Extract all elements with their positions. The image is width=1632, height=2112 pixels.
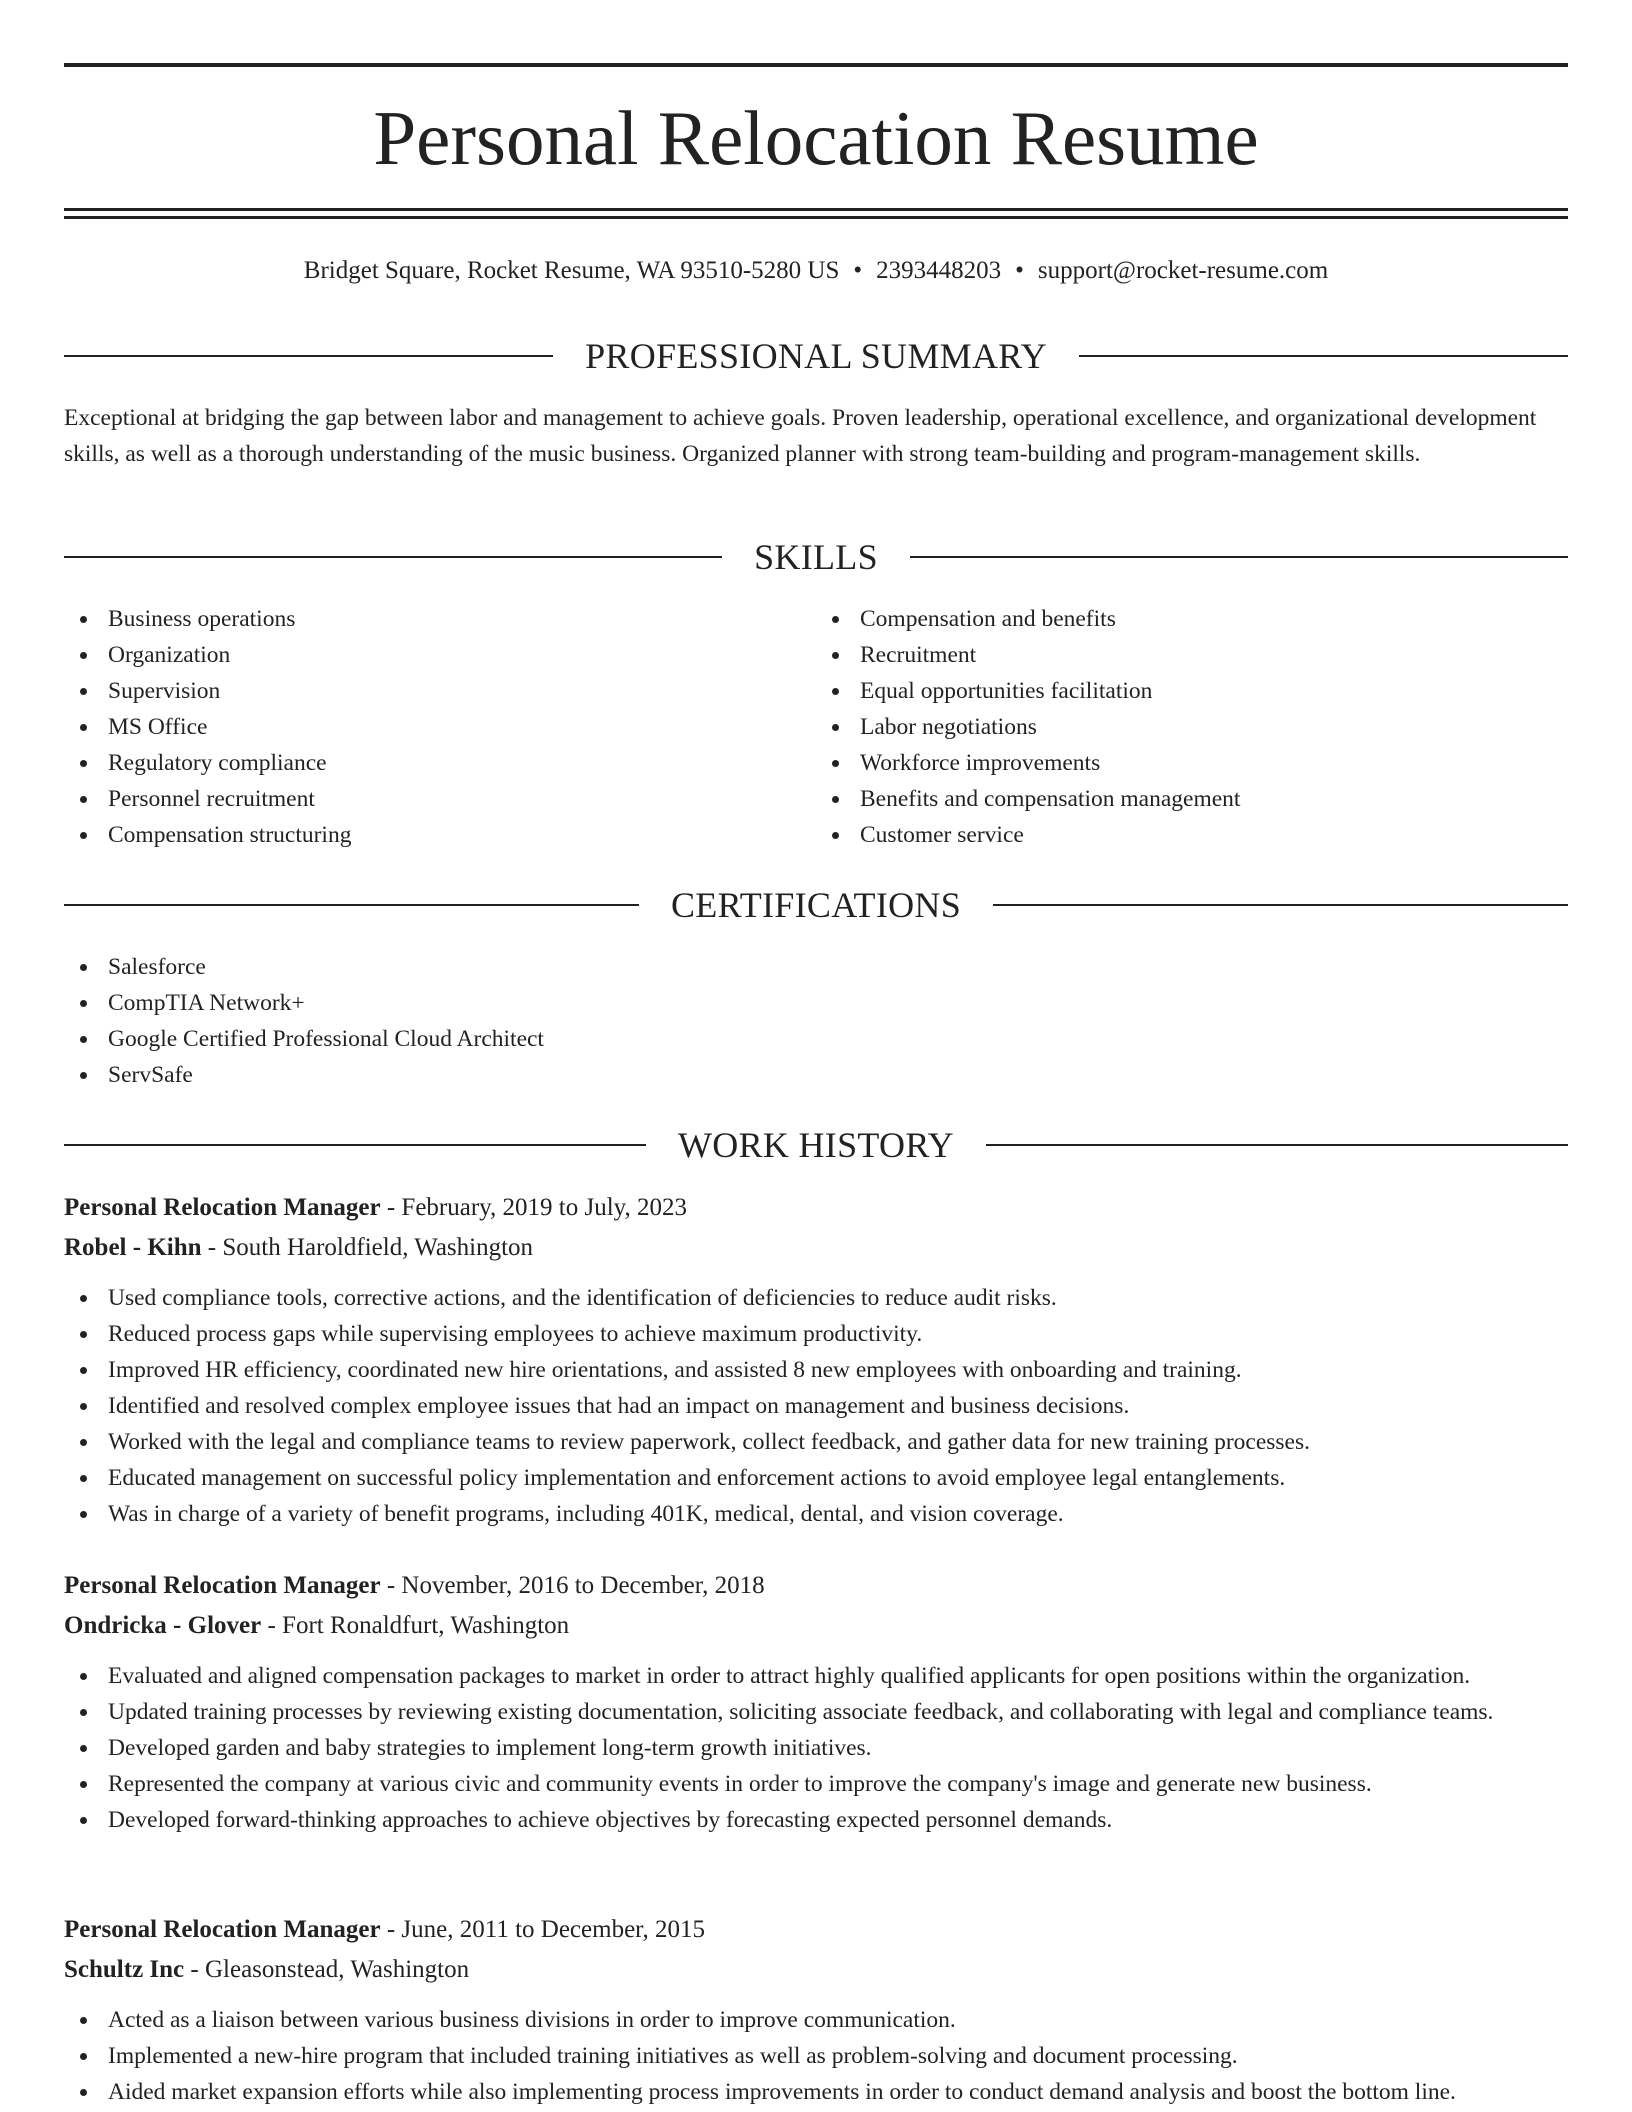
heading-rule	[986, 1144, 1568, 1146]
section-heading-certifications	[64, 883, 1568, 927]
job-bullet: Used compliance tools, corrective actions, and the identification of deficiencies to reduce audit risks.	[64, 1280, 1568, 1316]
top-rule	[64, 63, 1568, 67]
job-bullet-list	[64, 1658, 1568, 1838]
section-title: SKILLS	[754, 537, 878, 577]
section-title: PROFESSIONAL SUMMARY	[585, 336, 1047, 376]
certifications-list	[64, 949, 1568, 1093]
title-rule-upper	[64, 208, 1568, 211]
contact-phone: 2393448203	[876, 257, 1002, 284]
job-company: Ondricka - Glover	[64, 1612, 262, 1639]
section-title: WORK HISTORY	[678, 1125, 954, 1165]
job-bullet: Developed garden and baby strategies to implement long-term growth initiatives.	[64, 1730, 1568, 1766]
section-heading-summary	[64, 334, 1568, 378]
job-title-line	[64, 1910, 1568, 1950]
skills-list-left	[64, 601, 816, 853]
job-bullet: Was in charge of a variety of benefit programs, including 401K, medical, dental, and vision coverage.	[64, 1496, 1568, 1532]
skill-item: Supervision	[64, 673, 816, 709]
heading-rule	[993, 904, 1568, 906]
job-dates: - November, 2016 to December, 2018	[380, 1572, 765, 1599]
job-title-line	[64, 1566, 1568, 1606]
job-company-line	[64, 1950, 1568, 1990]
job-company-line	[64, 1228, 1568, 1268]
resume-title: Personal Relocation Resume	[373, 95, 1259, 181]
section-title: CERTIFICATIONS	[670, 885, 962, 925]
job-title: Personal Relocation Manager	[64, 1916, 381, 1943]
skills-list-right	[816, 601, 1568, 853]
job-company: Schultz Inc	[64, 1956, 185, 1983]
certification-item: ServSafe	[64, 1057, 1568, 1093]
skill-item: Business operations	[64, 601, 816, 637]
job-bullet: Evaluated and aligned compensation packages to market in order to attract highly qualified applicants for open positions within the organization.	[64, 1658, 1568, 1694]
skills-columns	[64, 601, 1568, 853]
job-company: Robel - Kihn	[64, 1234, 202, 1261]
job-location: - Fort Ronaldfurt, Washington	[261, 1612, 570, 1639]
skill-item: Organization	[64, 637, 816, 673]
job-location: - Gleasonstead, Washington	[184, 1956, 470, 1983]
contact-separator: •	[853, 257, 863, 284]
job-entry	[64, 1566, 1568, 1838]
job-bullet-list	[64, 1280, 1568, 1532]
job-bullet: Acted as a liaison between various business divisions in order to improve communication.	[64, 2002, 1568, 2038]
heading-rule	[64, 556, 722, 558]
contact-address: Bridget Square, Rocket Resume, WA 93510-5280 US	[303, 257, 840, 284]
job-dates: - February, 2019 to July, 2023	[380, 1194, 688, 1221]
job-bullet: Improved HR efficiency, coordinated new hire orientations, and assisted 8 new employees with onboarding and training.	[64, 1352, 1568, 1388]
job-dates: - June, 2011 to December, 2015	[380, 1916, 705, 1943]
job-bullet: Developed forward-thinking approaches to achieve objectives by forecasting expected personnel demands.	[64, 1802, 1568, 1838]
job-bullet: Represented the company at various civic and community events in order to improve the company's image and generate new business.	[64, 1766, 1568, 1802]
skill-item: Regulatory compliance	[64, 745, 816, 781]
job-bullet: Worked with the legal and compliance teams to review paperwork, collect feedback, and gather data for new training processes.	[64, 1424, 1568, 1460]
heading-rule	[910, 556, 1568, 558]
skill-item: Equal opportunities facilitation	[816, 673, 1568, 709]
certification-item: Salesforce	[64, 949, 1568, 985]
section-heading-work-history	[64, 1123, 1568, 1167]
skill-item: Recruitment	[816, 637, 1568, 673]
job-bullet: Identified and resolved complex employee issues that had an impact on management and business decisions.	[64, 1388, 1568, 1424]
job-bullet: Reduced process gaps while supervising employees to achieve maximum productivity.	[64, 1316, 1568, 1352]
skill-item: MS Office	[64, 709, 816, 745]
certification-item: CompTIA Network+	[64, 985, 1568, 1021]
job-company-line	[64, 1606, 1568, 1646]
heading-rule	[64, 904, 639, 906]
skill-item: Compensation structuring	[64, 817, 816, 853]
summary-text: Exceptional at bridging the gap between labor and management to achieve goals. Proven leadership, operational excellence, and organizational development skills, as well as a thorough understanding of the music business. Organized planner with strong team-building and program-management skills.	[64, 405, 1537, 467]
title-rule-lower	[64, 216, 1568, 219]
job-entry	[64, 1910, 1568, 2110]
skill-item: Personnel recruitment	[64, 781, 816, 817]
heading-rule	[1079, 355, 1568, 357]
skill-item: Customer service	[816, 817, 1568, 853]
job-title: Personal Relocation Manager	[64, 1572, 381, 1599]
job-bullet: Aided market expansion efforts while also implementing process improvements in order to conduct demand analysis and boost the bottom line.	[64, 2074, 1568, 2110]
job-bullet: Implemented a new-hire program that included training initiatives as well as problem-solving and document processing.	[64, 2038, 1568, 2074]
contact-line	[64, 253, 1568, 289]
skill-item: Benefits and compensation management	[816, 781, 1568, 817]
skill-item: Workforce improvements	[816, 745, 1568, 781]
job-location: - South Haroldfield, Washington	[201, 1234, 534, 1261]
job-bullet: Educated management on successful policy implementation and enforcement actions to avoid employee legal entanglements.	[64, 1460, 1568, 1496]
contact-separator: •	[1015, 257, 1024, 284]
heading-rule	[64, 1144, 646, 1146]
section-heading-skills	[64, 535, 1568, 579]
job-title: Personal Relocation Manager	[64, 1194, 381, 1221]
job-entry	[64, 1188, 1568, 1532]
certification-item: Google Certified Professional Cloud Architect	[64, 1021, 1568, 1057]
job-bullet: Updated training processes by reviewing existing documentation, soliciting associate feedback, and collaborating with legal and compliance teams.	[64, 1694, 1568, 1730]
heading-rule	[64, 355, 553, 357]
skill-item: Compensation and benefits	[816, 601, 1568, 637]
skill-item: Labor negotiations	[816, 709, 1568, 745]
job-bullet-list	[64, 2002, 1568, 2110]
job-title-line	[64, 1188, 1568, 1228]
contact-email: support@rocket-resume.com	[1037, 257, 1329, 284]
